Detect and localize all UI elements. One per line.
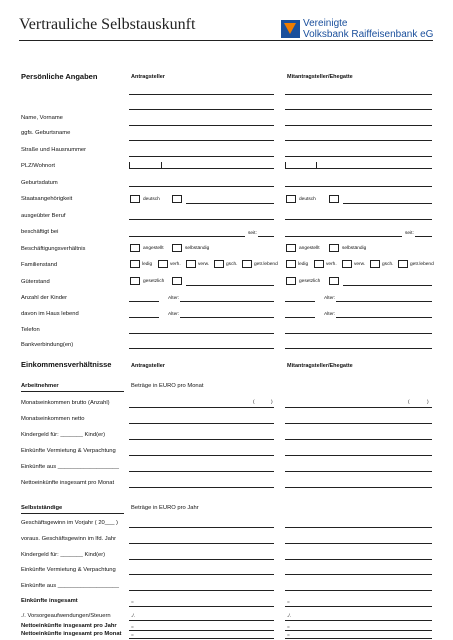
eq-total-applicant: = (131, 600, 134, 605)
field-child-benefit-2-applicant[interactable] (129, 559, 274, 560)
field-row-coapplicant[interactable] (285, 140, 432, 141)
field-net-total-coapplicant[interactable] (285, 487, 432, 488)
checkbox-nationality-other-coapplicant[interactable] (329, 195, 339, 203)
label-net-year: Nettoeinkünfte insgesamt pro Jahr (21, 623, 117, 629)
label-phone: Telefon (21, 327, 40, 333)
minus-provision-coapplicant: ./. (287, 614, 291, 619)
field-birth-date-applicant[interactable] (129, 186, 274, 187)
label-profession: ausgeübter Beruf (21, 213, 66, 219)
field-net-coapplicant[interactable] (285, 423, 432, 424)
field-employer-applicant[interactable] (129, 236, 245, 237)
checkbox-family-2-coapplicant[interactable] (342, 260, 352, 268)
checkbox-self-applicant[interactable] (172, 244, 182, 252)
option-employed-applicant: angestellt (143, 246, 164, 251)
label-child-benefit-1: Kindergeld für: _______ Kind(er) (21, 432, 106, 438)
option-nationality-applicant: deutsch (143, 197, 160, 202)
field-profession-applicant[interactable] (129, 219, 274, 220)
label-family: Familienstand (21, 262, 58, 268)
checkbox-property-coapplicant[interactable] (286, 277, 296, 285)
col-applicant-income: Antragsteller (131, 363, 165, 369)
field-birth-name-applicant[interactable] (129, 109, 274, 110)
label-name: Name, Vorname (21, 115, 63, 121)
field-rental-1-coapplicant[interactable] (285, 455, 432, 456)
label-net-month: Nettoeinkünfte insgesamt pro Monat (21, 631, 122, 637)
field-total-coapplicant[interactable] (285, 606, 432, 607)
label-employed-at: beschäftigt bei (21, 229, 59, 235)
field-household-coapplicant[interactable] (285, 317, 315, 318)
field-other-2-coapplicant[interactable] (285, 590, 432, 591)
field-birth-date-coapplicant[interactable] (285, 186, 432, 187)
option-family-4-applicant: getr.lebend (254, 262, 278, 267)
option-employed-coapplicant: angestellt (299, 246, 320, 251)
label-property: Güterstand (21, 279, 50, 285)
eq-total-coapplicant: = (287, 600, 290, 605)
label-nationality: Staatsangehörigkeit (21, 196, 73, 202)
option-family-0-applicant: ledig (142, 262, 153, 267)
field-child-benefit-1-coapplicant[interactable] (285, 439, 432, 440)
field-age-children-coapplicant[interactable] (336, 301, 432, 302)
label-employee-heading: Arbeitnehmer (21, 383, 59, 389)
field-provision-applicant[interactable] (129, 620, 274, 621)
field-name-coapplicant[interactable] (285, 94, 432, 95)
section-personal-heading: Persönliche Angaben (21, 72, 98, 81)
label-self-heading: Selbstständige (21, 505, 63, 511)
minus-provision-applicant: ./. (131, 614, 135, 619)
field-street2-applicant[interactable] (129, 156, 274, 157)
checkbox-property-applicant[interactable] (130, 277, 140, 285)
checkbox-property-other-applicant[interactable] (172, 277, 182, 285)
checkbox-family-3-coapplicant[interactable] (370, 260, 380, 268)
field-age-household-coapplicant[interactable] (336, 317, 432, 318)
option-self-applicant: selbständig (185, 246, 210, 251)
field-zip-coapplicant[interactable] (285, 168, 432, 169)
col-applicant-personal: Antragsteller (131, 74, 165, 80)
bank-logo-icon (281, 20, 300, 38)
option-property-coapplicant: gesetzlich (299, 279, 321, 284)
label-provision: ./. Vorsorgeaufwendungen/Steuern (21, 613, 111, 619)
label-rental-1: Einkünfte Vermietung & Verpachtung (21, 448, 116, 454)
field-street2-coapplicant[interactable] (285, 156, 432, 157)
page-title: Vertrauliche Selbstauskunft (19, 16, 196, 33)
label-since-coapplicant: seit: (405, 231, 414, 236)
label-zip-city: PLZ/Wohnort (21, 163, 56, 169)
field-gross-applicant[interactable] (129, 407, 274, 408)
label-age-children-coapplicant: Alter: (324, 296, 336, 301)
field-household-applicant[interactable] (129, 317, 159, 318)
label-street: Straße und Hausnummer (21, 147, 87, 153)
field-property-applicant[interactable] (186, 285, 274, 286)
field-bank-applicant[interactable] (129, 348, 274, 349)
bank-name-line2: Volksbank Raiffeisenbank eG (303, 29, 434, 40)
field-child-benefit-1-applicant[interactable] (129, 439, 274, 440)
option-family-4-coapplicant: getr.lebend (410, 262, 434, 267)
field-bank-coapplicant[interactable] (285, 348, 432, 349)
option-family-1-applicant: verh. (170, 262, 181, 267)
label-children: Anzahl der Kinder (21, 295, 68, 301)
field-name-applicant[interactable] (129, 94, 274, 95)
field-net-applicant[interactable] (129, 423, 274, 424)
checkbox-family-4-coapplicant[interactable] (398, 260, 408, 268)
checkbox-nationality-coapplicant[interactable] (286, 195, 296, 203)
field-row-applicant[interactable] (129, 140, 274, 141)
field-net-total-applicant[interactable] (129, 487, 274, 488)
field-phone-applicant[interactable] (129, 333, 274, 334)
option-property-applicant: gesetzlich (143, 279, 165, 284)
label-rental-2: Einkünfte Vermietung & Verpachtung (21, 567, 116, 573)
divider-self (21, 513, 124, 514)
field-net-month-coapplicant[interactable] (285, 638, 432, 639)
paren-close-applicant: ) (271, 400, 273, 405)
eq-net-year-coapplicant: = (287, 625, 290, 630)
field-net-month-applicant[interactable] (129, 638, 274, 639)
label-birth-date: Geburtsdatum (21, 180, 58, 186)
label-household: davon im Haus lebend (21, 311, 79, 317)
field-nationality-applicant[interactable] (186, 203, 274, 204)
field-rental-2-applicant[interactable] (129, 574, 274, 575)
col-coapplicant-personal: Mitantragsteller/Ehegatte (287, 74, 353, 80)
field-profit-prev-coapplicant[interactable] (285, 527, 432, 528)
eq-net-month-applicant: = (131, 633, 134, 638)
field-child-benefit-2-coapplicant[interactable] (285, 559, 432, 560)
field-zip-applicant[interactable] (129, 168, 274, 169)
field-age-children-applicant[interactable] (180, 301, 274, 302)
checkbox-family-1-coapplicant[interactable] (314, 260, 324, 268)
label-employment: Beschäftigungsverhältnis (21, 246, 86, 252)
field-total-applicant[interactable] (129, 606, 274, 607)
checkbox-nationality-applicant[interactable] (130, 195, 140, 203)
label-total: Einkünfte insgesamt (21, 598, 78, 604)
label-birth-name: ggfs. Geburtsname (21, 130, 71, 136)
option-family-1-coapplicant: verh. (326, 262, 337, 267)
field-other-2-applicant[interactable] (129, 590, 274, 591)
option-family-2-coapplicant: verw. (354, 262, 366, 267)
paren-open-coapplicant: ( (408, 400, 410, 405)
field-net-year-coapplicant[interactable] (285, 630, 432, 631)
field-children-coapplicant[interactable] (285, 301, 315, 302)
bank-name-line1: Vereinigte (303, 18, 348, 29)
option-self-coapplicant: selbständig (342, 246, 367, 251)
label-net-total: Nettoeinkünfte insgesamt pro Monat (21, 480, 115, 486)
label-age-household-applicant: Alter: (168, 312, 180, 317)
field-children-applicant[interactable] (129, 301, 159, 302)
checkbox-nationality-other-applicant[interactable] (172, 195, 182, 203)
field-street-applicant[interactable] (129, 125, 274, 126)
paren-close-coapplicant: ) (427, 400, 429, 405)
field-property-coapplicant[interactable] (343, 285, 432, 286)
field-provision-coapplicant[interactable] (285, 620, 432, 621)
label-since-applicant: seit: (248, 231, 257, 236)
checkbox-family-1-applicant[interactable] (158, 260, 168, 268)
field-net-year-applicant[interactable] (129, 630, 274, 631)
col-coapplicant-income: Mitantragsteller/Ehegatte (287, 363, 353, 369)
field-other-1-applicant[interactable] (129, 471, 274, 472)
label-gross: Monatseinkommen brutto (Anzahl) (21, 400, 110, 406)
label-other-1: Einkünfte aus ___________________ (21, 464, 119, 470)
field-profit-prev-applicant[interactable] (129, 527, 274, 528)
checkbox-family-0-applicant[interactable] (130, 260, 140, 268)
option-family-3-coapplicant: gsch. (382, 262, 394, 267)
eq-net-month-coapplicant: = (287, 633, 290, 638)
field-nationality-coapplicant[interactable] (343, 203, 432, 204)
section-income-heading: Einkommensverhältnisse (21, 360, 112, 369)
checkbox-employed-coapplicant[interactable] (286, 244, 296, 252)
bank-name (303, 18, 433, 40)
eq-net-year-applicant: = (131, 625, 134, 630)
checkbox-self-coapplicant[interactable] (329, 244, 339, 252)
checkbox-property-other-coapplicant[interactable] (329, 277, 339, 285)
field-phone-coapplicant[interactable] (285, 333, 432, 334)
option-family-0-coapplicant: ledig (298, 262, 309, 267)
field-rental-2-coapplicant[interactable] (285, 574, 432, 575)
field-gross-coapplicant[interactable] (285, 407, 432, 408)
field-profession-coapplicant[interactable] (285, 219, 432, 220)
label-bank: Bankverbindung(en) (21, 342, 74, 348)
divider-employee (21, 391, 124, 392)
label-self-note: Beträge in EURO pro Jahr (131, 505, 199, 511)
field-rental-1-applicant[interactable] (129, 455, 274, 456)
field-street-coapplicant[interactable] (285, 125, 432, 126)
field-profit-expected-applicant[interactable] (129, 543, 274, 544)
field-age-household-applicant[interactable] (180, 317, 274, 318)
option-family-2-applicant: verw. (198, 262, 210, 267)
field-since-coapplicant[interactable] (415, 236, 432, 237)
field-employer-coapplicant[interactable] (285, 236, 402, 237)
checkbox-family-3-applicant[interactable] (214, 260, 224, 268)
label-child-benefit-2: Kindergeld für: _______ Kind(er) (21, 552, 106, 558)
field-profit-expected-coapplicant[interactable] (285, 543, 432, 544)
label-other-2: Einkünfte aus ___________________ (21, 583, 119, 589)
label-age-children-applicant: Alter: (168, 296, 180, 301)
label-age-household-coapplicant: Alter: (324, 312, 336, 317)
paren-open-applicant: ( (253, 400, 255, 405)
field-other-1-coapplicant[interactable] (285, 471, 432, 472)
label-profit-prev: Geschäftsgewinn im Vorjahr ( 20___ ) (21, 520, 118, 526)
option-family-3-applicant: gsch. (226, 262, 238, 267)
checkbox-employed-applicant[interactable] (130, 244, 140, 252)
field-birth-name-coapplicant[interactable] (285, 109, 432, 110)
label-net: Monatseinkommen netto (21, 416, 85, 422)
checkbox-family-2-applicant[interactable] (186, 260, 196, 268)
field-since-applicant[interactable] (258, 236, 274, 237)
checkbox-family-4-applicant[interactable] (242, 260, 252, 268)
option-nationality-coapplicant: deutsch (299, 197, 316, 202)
label-employee-note: Beträge in EURO pro Monat (131, 383, 204, 389)
header-divider (19, 40, 433, 41)
checkbox-family-0-coapplicant[interactable] (286, 260, 296, 268)
label-profit-expected: voraus. Geschäftsgewinn im lfd. Jahr (21, 536, 117, 542)
